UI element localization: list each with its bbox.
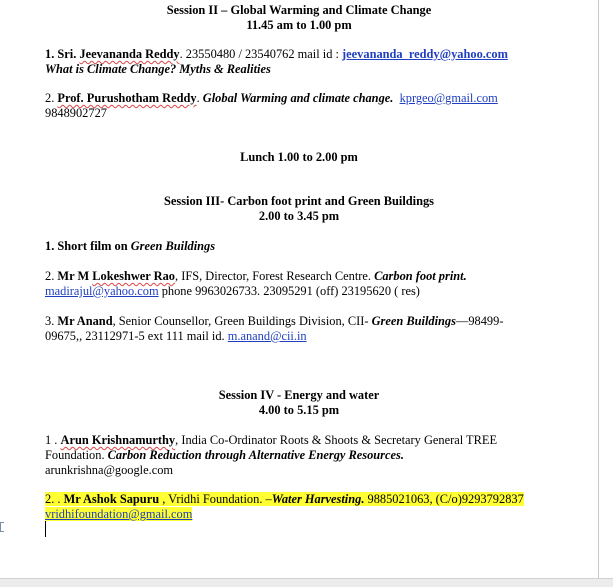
session-2-title: Session II – Global Warming and Climate Change bbox=[166, 3, 432, 17]
session-4-speaker-1: 1 . Arun Krishnamurthy, India Co-Ordinator Roots & Shoots & Secretary General TREE bbox=[45, 433, 498, 447]
session-2-speaker-2: 2. Prof. Purushotham Reddy. Global Warming and climate change. kprgeo@gmail.com bbox=[45, 91, 498, 105]
session-3-contact-3: 09675,, 23112971-5 ext 111 mail id. m.anand@cii.in bbox=[45, 329, 307, 343]
speaker-name: Lokeshwer Rao bbox=[92, 269, 175, 283]
session-4-topic-1: Foundation. Carbon Reduction through Alternative Energy Resources. bbox=[45, 448, 404, 462]
email-link[interactable]: kprgeo@gmail.com bbox=[399, 91, 498, 105]
session-4-time: 4.00 to 5.15 pm bbox=[258, 403, 340, 417]
session-3-title: Session III- Carbon foot print and Green Buildings bbox=[163, 194, 435, 208]
email-link[interactable]: madirajul@yahoo.com bbox=[45, 284, 159, 298]
session-4-speaker-2: 2. . Mr Ashok Sapuru , Vridhi Foundation. –Water Harvesting. 9885021063, (C/o)9293792837 bbox=[45, 492, 524, 506]
email-link[interactable]: vridhifoundation@gmail.com bbox=[45, 507, 193, 521]
speaker-name: Jeevananda Reddy bbox=[79, 47, 180, 61]
session-3-speaker-2: 2. Mr M Lokeshwer Rao, IFS, Director, Forest Research Centre. Carbon foot print. bbox=[45, 269, 467, 283]
session-3-time: 2.00 to 3.45 pm bbox=[258, 209, 340, 223]
session-2-phone-2: 9848902727 bbox=[45, 106, 107, 120]
lunch-break: Lunch 1.00 to 2.00 pm bbox=[240, 150, 358, 164]
left-margin-marker bbox=[0, 516, 5, 536]
text-cursor bbox=[45, 521, 46, 537]
session-4-email-1: arunkrishna@google.com bbox=[45, 463, 174, 477]
session-2-time: 11.45 am to 1.00 pm bbox=[246, 18, 352, 32]
session-2-topic-1: What is Climate Change? Myths & Realities bbox=[45, 62, 271, 76]
email-link[interactable]: m.anand@cii.in bbox=[227, 329, 307, 343]
session-3-contact-2: madirajul@yahoo.com phone 9963026733. 23095291 (off) 23195620 ( res) bbox=[45, 284, 420, 298]
speaker-name: Mr Ashok Sapuru bbox=[63, 492, 160, 506]
session-3-speaker-3: 3. Mr Anand, Senior Counsellor, Green Buildings Division, CII- Green Buildings—98499- bbox=[45, 314, 504, 328]
speaker-name: Prof. Purushotham Reddy bbox=[57, 91, 197, 105]
speaker-name: Arun Krishnamurthy bbox=[60, 433, 176, 447]
session-2-speaker-1: 1. Sri. Jeevananda Reddy. 23550480 / 23540762 mail id : jeevananda_reddy@yahoo.com bbox=[45, 47, 508, 61]
speaker-name: Mr Anand bbox=[57, 314, 113, 328]
session-4-title: Session IV - Energy and water bbox=[218, 388, 380, 402]
page-edge bbox=[598, 0, 599, 586]
session-3-item-1: 1. Short film on Green Buildings bbox=[45, 239, 216, 253]
email-link[interactable]: jeevananda_reddy@yahoo.com bbox=[342, 47, 508, 61]
session-4-email-2 bbox=[45, 507, 192, 522]
